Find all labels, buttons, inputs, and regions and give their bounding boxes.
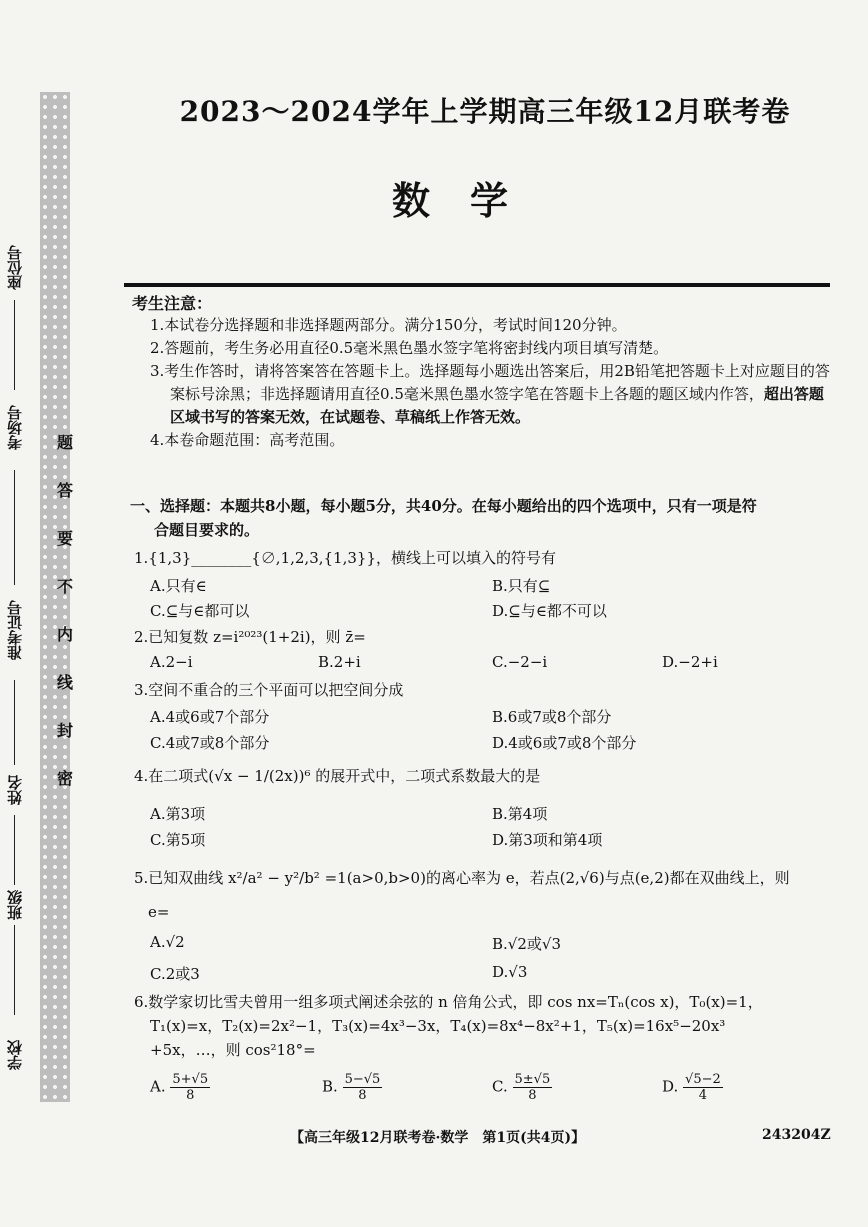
q2-option-a[interactable]: A.2−i [150,653,193,671]
subject-title: 数学 [391,178,548,223]
q4-option-c[interactable]: C.第5项 [150,831,206,849]
option-letter: B. [322,1077,338,1096]
q1-option-d[interactable]: D.⊆与∈都不可以 [492,602,607,620]
q3-option-c[interactable]: C.4或7或8个部分 [150,734,270,752]
paper-code: 243204Z [762,1127,831,1143]
question-5-stem: 5.已知双曲线 x²/a² − y²/b² =1(a>0,b>0)的离心率为 e，若点(2,√6)与点(e,2)都在双曲线上，则 [134,869,790,887]
notice-item: 2.答题前，考生务必用直径0.5毫米黑色墨水签字笔将密封线内项目填写清楚。 [150,339,669,357]
section-heading-line: 一、选择题：本题共8小题，每小题5分，共40分。在每小题给出的四个选项中，只有一项是符 [130,497,757,515]
name-label: 姓名 [6,775,24,805]
seal-char: 内 [56,625,73,644]
exam-id-field-line[interactable] [14,470,15,585]
room-field-line[interactable] [14,300,15,390]
q1-option-b[interactable]: B.只有⊆ [492,577,551,595]
q2-option-c[interactable]: C.−2−i [492,653,548,671]
numerator: 5±√5 [514,1072,551,1087]
q6-option-d[interactable] [662,1072,723,1103]
option-letter: A. [150,1077,166,1096]
q2-option-b[interactable]: B.2+i [318,653,361,671]
q4-option-b[interactable]: B.第4项 [492,805,548,823]
school-label: 学校 [6,1040,24,1070]
notice-title: 考生注意： [132,294,213,313]
notice-item: 1.本试卷分选择题和非选择题两部分。满分150分，考试时间120分钟。 [150,316,627,334]
q4-option-a[interactable]: A.第3项 [150,805,206,823]
binding-strip [40,92,70,1102]
q6-option-c[interactable] [492,1072,552,1103]
q4-option-d[interactable]: D.第3项和第4项 [492,831,603,849]
notice-item [150,360,830,429]
notice-item: 4.本卷命题范围：高考范围。 [150,431,345,449]
room-label: 考场号 [6,405,24,450]
fraction [170,1072,210,1103]
seal-char: 线 [56,673,73,692]
seat-label: 座位号 [6,245,24,290]
q5-option-a[interactable]: A.√2 [150,933,185,951]
question-2-stem: 2.已知复数 z=i²⁰²³(1+2i)，则 z̄= [134,628,366,646]
question-5-stem-cont: e= [148,903,170,921]
seal-char: 不 [56,577,73,596]
seal-char: 题 [56,433,73,452]
denominator: 8 [186,1088,195,1103]
question-1-stem: 1.{1,3}________{∅,1,2,3,{1,3}}，横线上可以填入的符号有 [134,549,556,567]
notice-item-text: 3.考生作答时，请将答案答在答题卡上。选择题每小题选出答案后，用2B铅笔把答题卡上对应题目的答案标号涂黑；非选择题请用直径0.5毫米黑色墨水签字笔在答题卡上各题的题区域内作答， [150,362,830,403]
option-letter: D. [662,1077,679,1096]
option-letter: C. [492,1077,508,1096]
q1-option-c[interactable]: C.⊆与∈都可以 [150,602,250,620]
question-6-stem: 6.数学家切比雪夫曾用一组多项式阐述余弦的 n 倍角公式，即 cos nx=Tₙ(cos x)，T₀(x)=1， [134,993,763,1011]
section-heading [130,494,830,542]
q5-option-d[interactable]: D.√3 [492,963,528,981]
seal-char: 封 [56,721,73,740]
q5-option-b[interactable]: B.√2或√3 [492,935,561,953]
notice-item-emphasis: 超出答题区域书写的答案无效，在试题卷、草稿纸上作答无效。 [170,385,824,426]
fraction [683,1072,723,1103]
notice-list [150,314,830,452]
section-heading-line: 合题目要求的。 [154,521,260,539]
seal-char: 密 [56,769,73,788]
class-field-line[interactable] [14,815,15,885]
denominator: 8 [358,1088,367,1103]
fraction [343,1072,383,1103]
q6-option-b[interactable] [322,1072,382,1103]
q3-option-a[interactable]: A.4或6或7个部分 [150,708,270,726]
seal-char: 要 [56,529,73,548]
seal-char: 答 [56,481,73,500]
question-3-stem: 3.空间不重合的三个平面可以把空间分成 [134,681,404,699]
question-4-stem: 4.在二项式(√x − 1/(2x))⁶ 的展开式中，二项式系数最大的是 [134,767,541,785]
numerator: 5+√5 [172,1072,209,1087]
fraction [513,1072,553,1103]
exam-id-label: 准考证号 [6,600,24,660]
q1-option-a[interactable]: A.只有∈ [150,577,207,595]
q3-option-d[interactable]: D.4或6或7或8个部分 [492,734,637,752]
numerator: 5−√5 [344,1072,381,1087]
class-label: 班级 [6,890,24,920]
q3-option-b[interactable]: B.6或7或8个部分 [492,708,612,726]
denominator: 8 [528,1088,537,1103]
name-field-line[interactable] [14,680,15,765]
numerator: √5−2 [685,1072,721,1087]
denominator: 4 [698,1088,708,1103]
question-6-stem-cont: +5x，…，则 cos²18°= [150,1041,316,1059]
header-divider [124,283,830,287]
q6-option-a[interactable] [150,1072,210,1103]
q5-option-c[interactable]: C.2或3 [150,965,200,983]
school-field-line[interactable] [14,925,15,1015]
exam-title: 2023～2024学年上学期高三年级12月联考卷 [179,95,791,128]
page-footer: 【高三年级12月联考卷·数学 第1页(共4页)】 [290,1130,586,1146]
question-6-stem-cont: T₁(x)=x，T₂(x)=2x²−1，T₃(x)=4x³−3x，T₄(x)=8x⁴−8x²+1，T₅(x)=16x⁵−20x³ [150,1017,726,1035]
q2-option-d[interactable]: D.−2+i [662,653,718,671]
